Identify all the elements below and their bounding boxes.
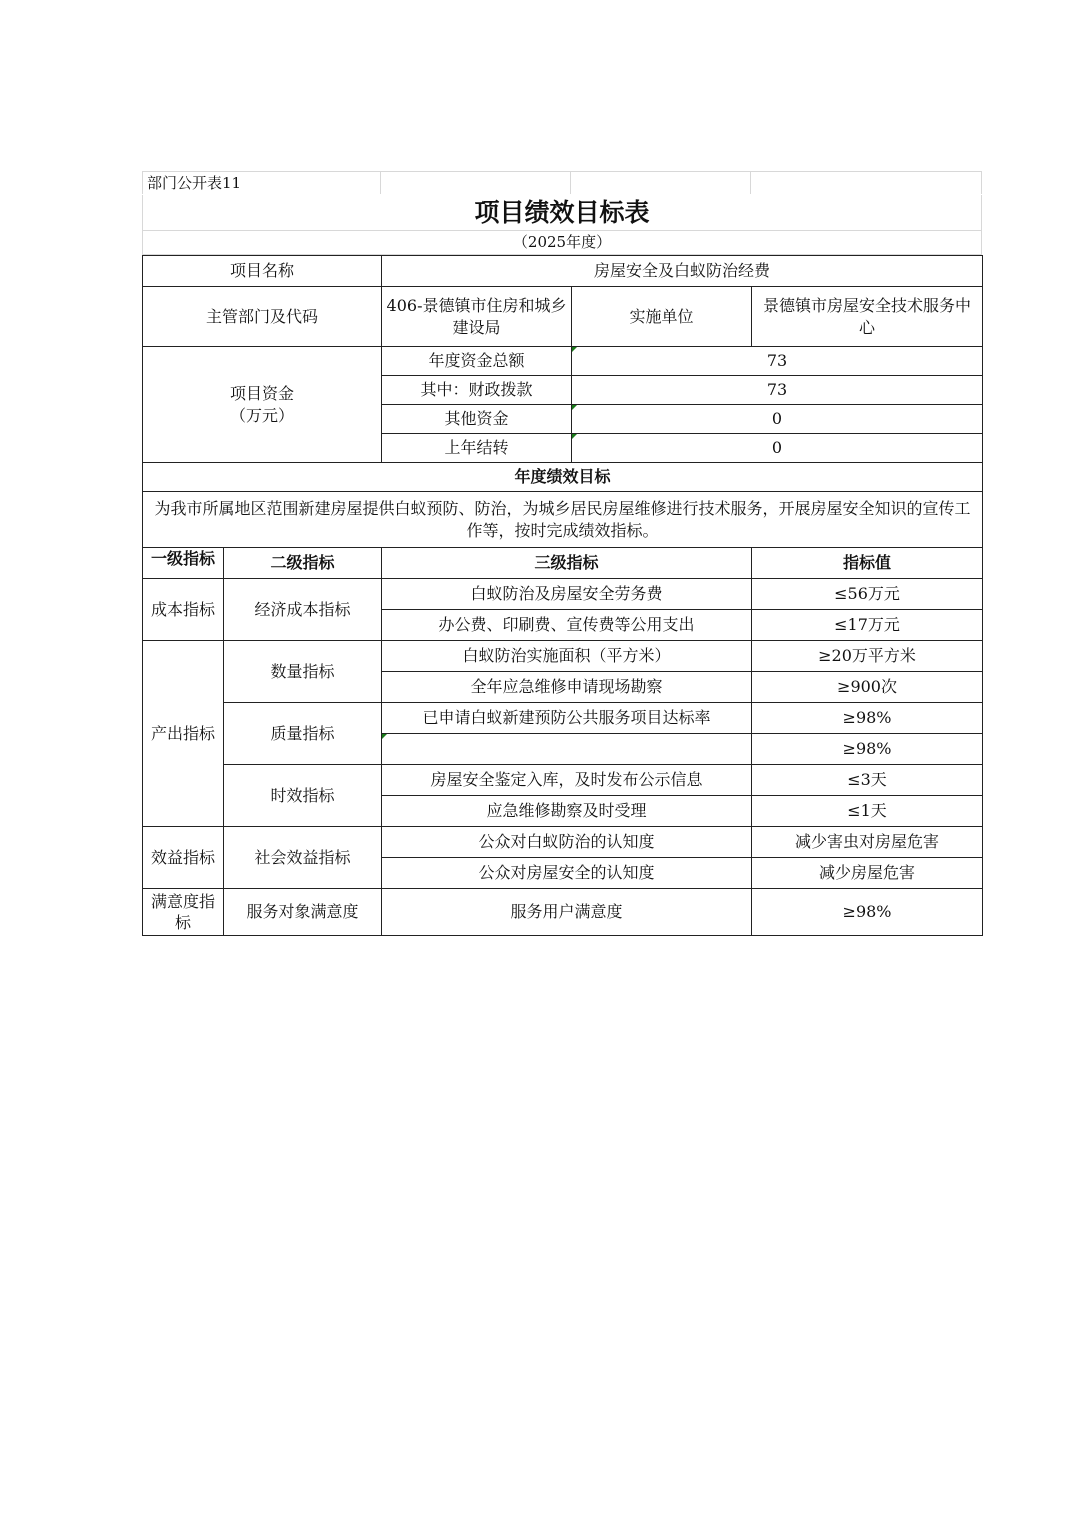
output-level1: 产出指标	[143, 641, 224, 827]
annual-goal-heading-row	[143, 463, 983, 492]
form-code: 部门公开表11	[142, 171, 381, 194]
empty-cell	[381, 171, 571, 194]
performance-target-sheet	[142, 171, 982, 936]
indicator-value: ≥98%	[752, 889, 983, 936]
indicator-value: ≥98%	[752, 734, 983, 765]
indicator-row	[143, 889, 983, 936]
project-name-value: 房屋安全及白蚁防治经费	[382, 256, 983, 287]
satisfaction-level1: 满意度指标	[143, 889, 224, 936]
unit-value: 景德镇市房屋安全技术服务中心	[752, 287, 983, 347]
header-level1	[143, 548, 224, 579]
indicator-name: 应急维修勘察及时受理	[382, 796, 752, 827]
cost-level2: 经济成本指标	[224, 579, 382, 641]
indicator-row	[143, 641, 983, 672]
project-name-label: 项目名称	[143, 256, 382, 287]
dept-value: 406-景德镇市住房和城乡建设局	[382, 287, 572, 347]
header-level2: 二级指标	[224, 548, 382, 579]
benefit-level1: 效益指标	[143, 827, 224, 889]
indicator-name	[382, 734, 752, 765]
funds-row-value: 0	[572, 405, 983, 434]
header-value: 指标值	[752, 548, 983, 579]
sheet-header	[142, 171, 982, 255]
dept-label: 主管部门及代码	[143, 287, 382, 347]
funds-row-value: 0	[572, 434, 983, 463]
indicator-name: 公众对房屋安全的认知度	[382, 858, 752, 889]
indicator-row	[143, 827, 983, 858]
indicator-name: 白蚁防治及房屋安全劳务费	[382, 579, 752, 610]
funds-row	[143, 347, 983, 376]
quality-level2: 质量指标	[224, 703, 382, 765]
page-title: 项目绩效目标表	[142, 195, 982, 231]
indicator-row	[143, 765, 983, 796]
form-code-row	[142, 171, 982, 195]
annual-goal-row	[143, 492, 983, 548]
indicator-value: 减少害虫对房屋危害	[752, 827, 983, 858]
funds-row-label: 上年结转	[382, 434, 572, 463]
indicator-name: 全年应急维修申请现场勘察	[382, 672, 752, 703]
project-name-row	[143, 256, 983, 287]
funds-row-value: 73	[572, 376, 983, 405]
timeliness-level2: 时效指标	[224, 765, 382, 827]
empty-cell	[571, 171, 751, 194]
indicator-value: ≥98%	[752, 703, 983, 734]
indicator-name: 公众对白蚁防治的认知度	[382, 827, 752, 858]
funds-label-line2: （万元）	[230, 405, 295, 425]
benefit-level2: 社会效益指标	[224, 827, 382, 889]
funds-row-label: 其中：财政拨款	[382, 376, 572, 405]
empty-cell	[751, 171, 982, 194]
funds-label-line1: 项目资金	[230, 383, 295, 403]
unit-label: 实施单位	[572, 287, 752, 347]
funds-label	[143, 347, 382, 463]
funds-row-value: 73	[572, 347, 983, 376]
quantity-level2: 数量指标	[224, 641, 382, 703]
indicator-value: ≥900次	[752, 672, 983, 703]
funds-row-label: 年度资金总额	[382, 347, 572, 376]
indicator-name: 服务用户满意度	[382, 889, 752, 936]
indicator-value: ≥20万平方米	[752, 641, 983, 672]
dept-row	[143, 287, 983, 347]
performance-table	[142, 255, 983, 936]
header-level1-text: 一级指标	[150, 549, 215, 568]
year-label: （2025年度）	[142, 231, 982, 255]
indicator-value: ≤1天	[752, 796, 983, 827]
indicator-name: 办公费、印刷费、宣传费等公用支出	[382, 610, 752, 641]
indicator-header-row	[143, 548, 983, 579]
indicator-row	[143, 579, 983, 610]
indicator-value: ≤56万元	[752, 579, 983, 610]
indicator-row	[143, 703, 983, 734]
cost-level1: 成本指标	[143, 579, 224, 641]
annual-goal-heading: 年度绩效目标	[143, 463, 983, 492]
indicator-name: 已申请白蚁新建预防公共服务项目达标率	[382, 703, 752, 734]
indicator-name: 白蚁防治实施面积（平方米）	[382, 641, 752, 672]
satisfaction-level2: 服务对象满意度	[224, 889, 382, 936]
indicator-name: 房屋安全鉴定入库，及时发布公示信息	[382, 765, 752, 796]
annual-goal-text: 为我市所属地区范围新建房屋提供白蚁预防、防治，为城乡居民房屋维修进行技术服务，开展房屋安全知识的宣传工作等，按时完成绩效指标。	[143, 492, 983, 548]
header-level3: 三级指标	[382, 548, 752, 579]
indicator-value: ≤3天	[752, 765, 983, 796]
indicator-value: ≤17万元	[752, 610, 983, 641]
funds-row-label: 其他资金	[382, 405, 572, 434]
indicator-value: 减少房屋危害	[752, 858, 983, 889]
